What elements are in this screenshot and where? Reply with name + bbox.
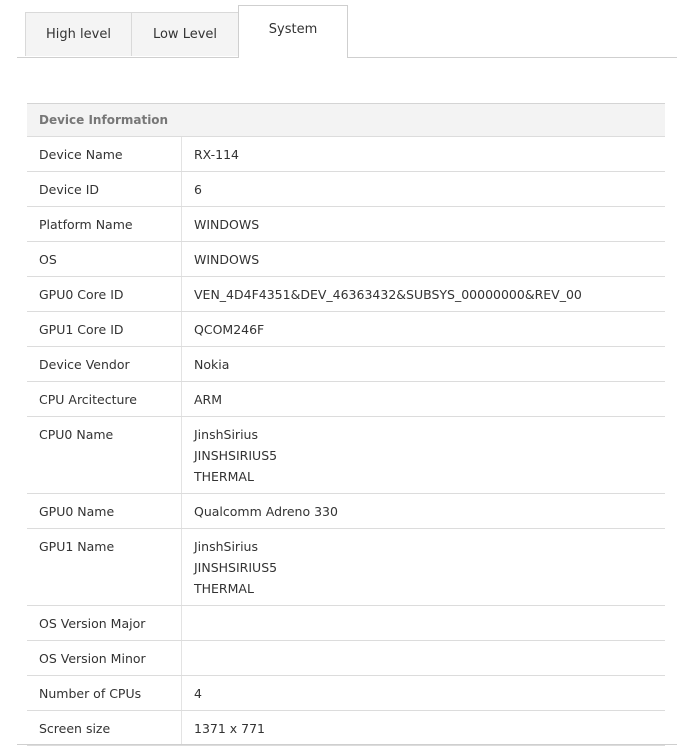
- table-row: [27, 676, 665, 711]
- row-value: Nokia: [194, 357, 230, 372]
- value-line: JINSHSIRIUS5: [194, 448, 278, 463]
- row-value: 1371 x 771: [194, 721, 266, 736]
- table-row: [27, 606, 665, 641]
- row-label: Device Vendor: [27, 347, 182, 381]
- value-line: JINSHSIRIUS5: [194, 560, 278, 575]
- table-header: [27, 104, 665, 137]
- row-label: GPU0 Name: [27, 494, 182, 528]
- table-row: [27, 277, 665, 312]
- value-line: THERMAL: [194, 469, 254, 484]
- tab-bar: [17, 5, 677, 58]
- row-value: 4: [194, 686, 202, 701]
- row-label: OS Version Major: [27, 606, 182, 640]
- tab-high-level[interactable]: High level: [25, 12, 132, 56]
- table-row: [27, 347, 665, 382]
- row-label: Number of CPUs: [27, 676, 182, 710]
- row-value: 6: [194, 182, 202, 197]
- row-value: [182, 417, 665, 493]
- tab-low-level[interactable]: Low Level: [131, 12, 239, 56]
- table-row: [27, 172, 665, 207]
- row-value: Qualcomm Adreno 330: [194, 504, 338, 519]
- row-label: OS: [27, 242, 182, 276]
- row-label: CPU0 Name: [27, 417, 182, 493]
- row-label: Platform Name: [27, 207, 182, 241]
- row-label: GPU1 Name: [27, 529, 182, 605]
- table-row: [27, 494, 665, 529]
- row-value: ARM: [194, 392, 223, 407]
- row-label: GPU0 Core ID: [27, 277, 182, 311]
- row-label: GPU1 Core ID: [27, 312, 182, 346]
- row-label: OS Version Minor: [27, 641, 182, 675]
- table-row: [27, 417, 665, 494]
- table-row: [27, 641, 665, 676]
- row-label: CPU Arcitecture: [27, 382, 182, 416]
- row-value: WINDOWS: [194, 252, 260, 267]
- table-row: [27, 529, 665, 606]
- row-label: Screen size: [27, 711, 182, 745]
- row-label: Device Name: [27, 137, 182, 171]
- row-value: [182, 606, 665, 640]
- table-row: [27, 312, 665, 347]
- table-row: [27, 137, 665, 172]
- table-row: [27, 207, 665, 242]
- row-value: [182, 641, 665, 675]
- row-label: Device ID: [27, 172, 182, 206]
- row-value: RX-114: [194, 147, 239, 162]
- row-value: QCOM246F: [194, 322, 265, 337]
- value-line: JinshSirius: [194, 539, 258, 554]
- bottom-divider: [17, 744, 677, 745]
- row-value: WINDOWS: [194, 217, 260, 232]
- table-row: [27, 711, 665, 746]
- device-information-table: [27, 103, 665, 746]
- table-header-title: Device Information: [39, 113, 169, 127]
- value-line: JinshSirius: [194, 427, 258, 442]
- row-value: VEN_4D4F4351&DEV_46363432&SUBSYS_00000000&REV_00: [194, 287, 582, 302]
- tab-system[interactable]: System: [238, 5, 348, 58]
- table-row: [27, 242, 665, 277]
- value-line: THERMAL: [194, 581, 254, 596]
- table-row: [27, 382, 665, 417]
- row-value: [182, 529, 665, 605]
